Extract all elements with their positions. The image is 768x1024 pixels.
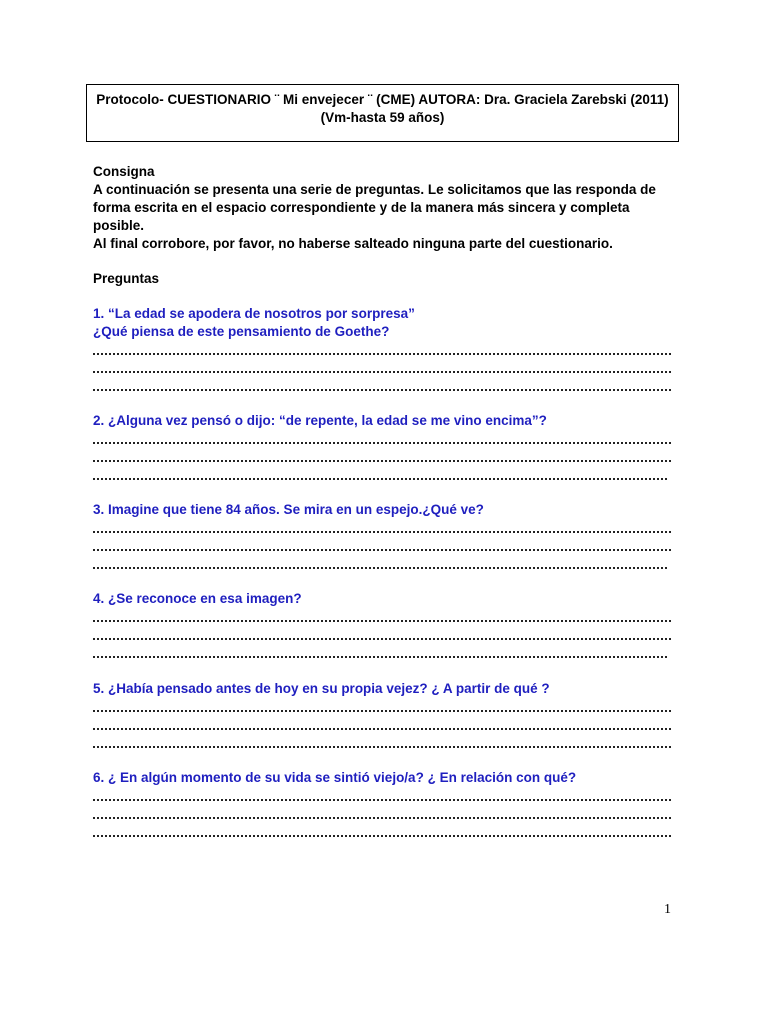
answer-line[interactable] xyxy=(93,626,671,644)
page-number: 1 xyxy=(664,902,671,917)
instructions-line: Al final corrobore, por favor, no haberse salteado ninguna parte del cuestionario. xyxy=(93,236,613,251)
question-2 xyxy=(93,412,671,484)
answer-line[interactable] xyxy=(93,698,671,716)
answer-line[interactable] xyxy=(93,359,671,377)
answer-line[interactable] xyxy=(93,537,671,555)
question-text: 3. Imagine que tiene 84 años. Se mira en un espejo.¿Qué ve? xyxy=(93,502,484,517)
instructions-line: posible. xyxy=(93,218,145,233)
question-1 xyxy=(93,305,671,395)
question-4 xyxy=(93,590,671,662)
question-text: 5. ¿Había pensado antes de hoy en su propia vejez? ¿ A partir de qué ? xyxy=(93,681,550,696)
answer-line[interactable] xyxy=(93,430,671,448)
answer-line[interactable] xyxy=(93,519,671,537)
answer-line[interactable] xyxy=(93,716,671,734)
answer-line[interactable] xyxy=(93,644,671,662)
protocol-subtitle: (Vm-hasta 59 años) xyxy=(320,110,445,125)
question-3 xyxy=(93,501,671,573)
answer-line[interactable] xyxy=(93,555,671,573)
answer-line[interactable] xyxy=(93,805,671,823)
answer-line[interactable] xyxy=(93,448,671,466)
answer-line[interactable] xyxy=(93,377,671,395)
instructions-line: A continuación se presenta una serie de preguntas. Le solicitamos que las responda de xyxy=(93,182,656,197)
question-text: 4. ¿Se reconoce en esa imagen? xyxy=(93,591,302,606)
answer-line[interactable] xyxy=(93,734,671,752)
question-6 xyxy=(93,769,671,841)
protocol-title-box xyxy=(86,84,679,142)
questions-heading: Preguntas xyxy=(93,271,160,286)
question-text: 1. “La edad se apodera de nosotros por sorpresa” xyxy=(93,306,415,321)
instructions-heading: Consigna xyxy=(93,164,155,179)
answer-line[interactable] xyxy=(93,823,671,841)
protocol-title: Protocolo- CUESTIONARIO ¨ Mi envejecer ¨ (CME) AUTORA: Dra. Graciela Zarebski (2011) xyxy=(96,92,669,107)
question-text: ¿Qué piensa de este pensamiento de Goethe? xyxy=(93,324,390,339)
question-5 xyxy=(93,680,671,752)
answer-line[interactable] xyxy=(93,608,671,626)
answer-line[interactable] xyxy=(93,466,671,484)
instructions-line: forma escrita en el espacio correspondiente y de la manera más sincera y completa xyxy=(93,200,630,215)
answer-line[interactable] xyxy=(93,341,671,359)
instructions-section xyxy=(93,163,673,253)
question-text: 6. ¿ En algún momento de su vida se sintió viejo/a? ¿ En relación con qué? xyxy=(93,770,577,785)
question-text: 2. ¿Alguna vez pensó o dijo: “de repente, la edad se me vino encima”? xyxy=(93,413,547,428)
answer-line[interactable] xyxy=(93,787,671,805)
